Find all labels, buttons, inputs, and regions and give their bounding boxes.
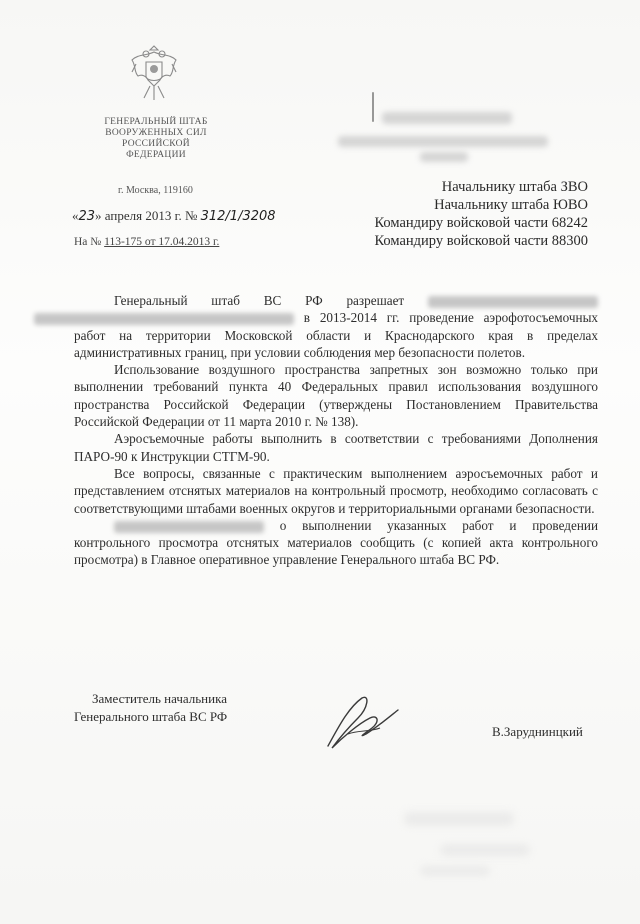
addressee: Начальнику штаба ЮВО: [434, 197, 588, 213]
redacted-addressee-block: [372, 92, 374, 122]
redacted-text: [34, 313, 294, 325]
date-text: апреля 2013 г. №: [104, 208, 198, 223]
paragraph: Все вопросы, связанные с практическим выполнением аэросъемочных работ и представлением отснятых материалов на контрольный просмотр, необходимо согласовать с соответствующими штабами военных округов и территориальными органами безопасности.: [74, 465, 598, 516]
redacted-text: [114, 521, 264, 533]
ref-prefix: На №: [74, 236, 102, 248]
date-day: 23: [78, 209, 96, 224]
redacted-text: [428, 296, 598, 308]
redacted-addressee-block: [382, 112, 512, 124]
addressee: Начальнику штаба ЗВО: [441, 179, 588, 195]
org-line: РОССИЙСКОЙ ФЕДЕРАЦИИ: [122, 139, 190, 160]
addressee: Командиру войсковой части 88300: [374, 233, 588, 249]
letterhead-organization: [96, 117, 216, 161]
signatory-title-line: Заместитель начальника: [92, 691, 227, 706]
paragraph-text: в: [303, 310, 311, 326]
bleed-through-mark: [404, 812, 514, 826]
bleed-through-mark: [440, 844, 530, 856]
org-line: ГЕНЕРАЛЬНЫЙ ШТАБ: [104, 117, 208, 127]
redacted-addressee-block: [420, 152, 468, 162]
document-number-line: «23» апреля 2013 г. № 312/1/3208: [72, 208, 276, 224]
signatory-title: [74, 690, 227, 726]
addressees: [338, 178, 588, 250]
redacted-addressee-block: [338, 136, 548, 147]
ref-value: 113-175 от 17.04.2013 г.: [104, 236, 220, 248]
registration-number: 312/1/3208: [200, 209, 276, 224]
signatory-title-line: Генерального штаба ВС РФ: [74, 709, 228, 724]
paragraph-text: о выполнении указанных работ и проведении контрольного просмотра отснятых материалов сообщить (с копией акта контрольного просмотра) в Главное оперативное управление Генерального штаба ВС РФ.: [74, 517, 598, 568]
double-headed-eagle-emblem: [128, 40, 180, 108]
paragraph: Использование воздушного пространства запретных зон возможно только при выполнении требований пункта 40 Федеральных правил использования воздушного пространства Российской Федерации (утверждены Постановлением Правительства Российской Федерации от 11 марта 2010 г. № 138).: [74, 362, 598, 430]
reference-line: [74, 236, 219, 248]
letter-body: [74, 292, 598, 569]
handwritten-signature: [318, 688, 408, 754]
org-line: ВООРУЖЕННЫХ СИЛ: [105, 128, 207, 138]
paragraph-text: Генеральный штаб ВС РФ разрешает: [114, 293, 405, 308]
addressee: Командиру войсковой части 68242: [374, 215, 588, 231]
paragraph: Аэросъемочные работы выполнить в соответствии с требованиями Дополнения ПАРО-90 к Инструкции СТГМ-90.: [74, 431, 598, 464]
bleed-through-mark: [420, 866, 490, 876]
letterhead-city: г. Москва, 119160: [118, 185, 193, 196]
paragraph: [74, 292, 598, 361]
paragraph-text: проведение аэрофотосъемочных работ на территории Московской области и Краснодарского края в пределах административных границ, при условии соблюдения мер безопасности полетов.: [74, 310, 599, 360]
signer-name: В.Заруднинцкий: [492, 724, 583, 739]
paragraph-text: 2013-2014 гг.: [319, 310, 400, 326]
paragraph: [74, 517, 598, 569]
